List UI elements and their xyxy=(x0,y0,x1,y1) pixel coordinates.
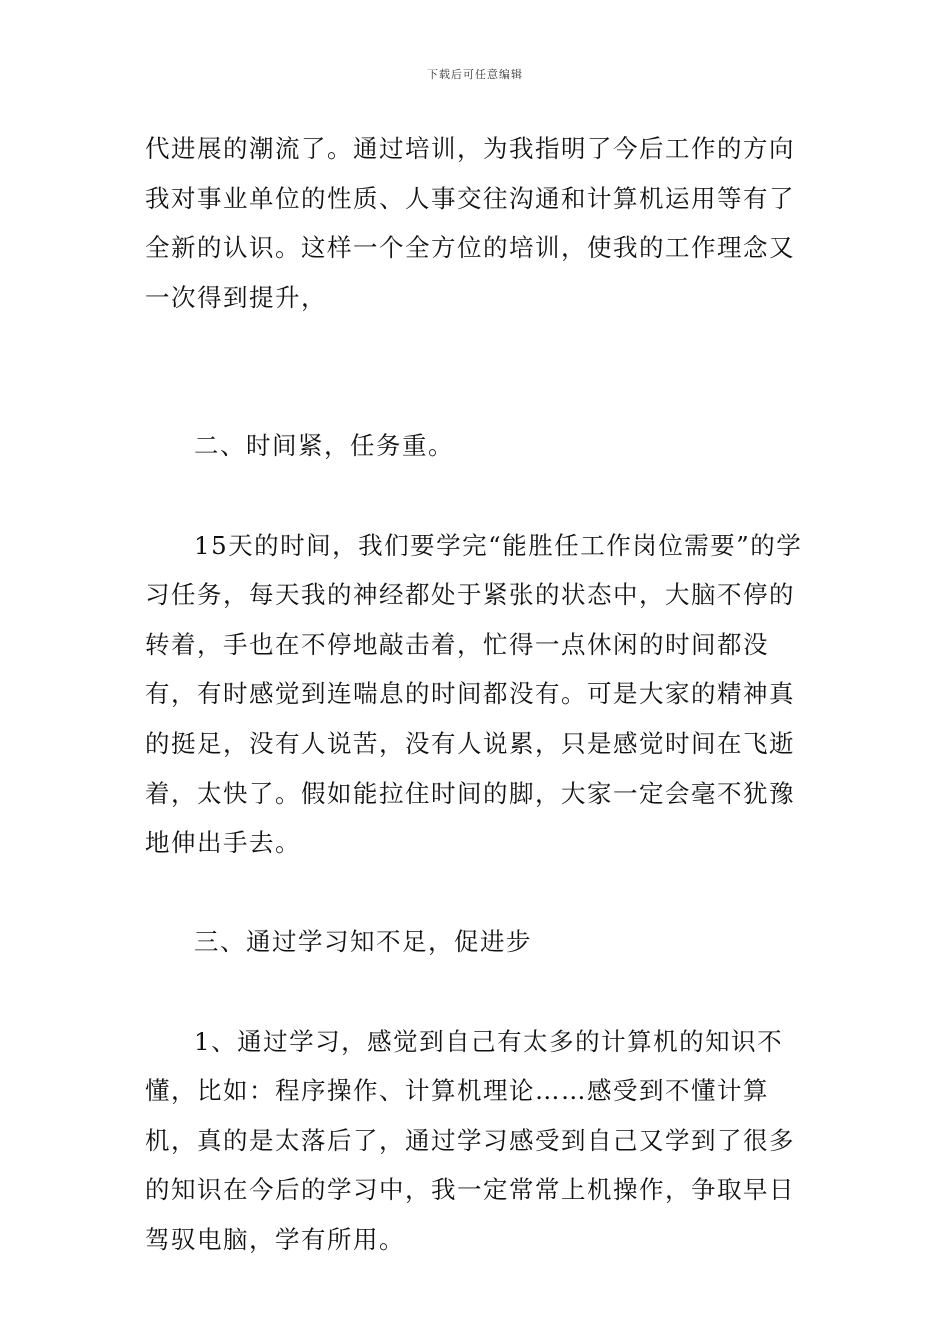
section-heading-time: 二、时间紧，任务重。 xyxy=(194,431,454,461)
spacer xyxy=(145,322,810,421)
section-heading-learning: 三、通过学习知不足，促进步 xyxy=(194,927,532,957)
paragraph-time: 15天的时间，我们要学完“能胜任工作岗位需要”的学习任务，每天我的神经都处于紧张的状态中，大脑不停的转着，手也在不停地敲击着，忙得一点休闲的时间都没有，有时感觉到连喘息的时间都没有。可是大家的精神真的挺足，没有人说苦，没有人说累，只是感觉时间在飞逝着，太快了。假如能拉住时间的脚，大家一定会毫不犹豫地伸出手去。 xyxy=(145,530,803,858)
paragraph-training: 代进展的潮流了。通过培训，为我指明了今后工作的方向我对事业单位的性质、人事交往沟通和计算机运用等有了全新的认识。这样一个全方位的培训，使我的工作理念又一次得到提升， xyxy=(145,134,795,312)
spacer xyxy=(145,868,810,918)
spacer xyxy=(145,967,810,1017)
page-header: 下载后可任意编辑 xyxy=(427,68,523,81)
document-body xyxy=(145,124,810,1264)
spacer xyxy=(145,471,810,521)
paragraph-learning: 1、通过学习，感觉到自己有太多的计算机的知识不懂，比如：程序操作、计算机理论……感受到不懂计算机，真的是太落后了，通过学习感受到自己又学到了很多的知识在今后的学习中，我一定常常上机操作，争取早日驾驭电脑，学有所用。 xyxy=(145,1026,795,1254)
